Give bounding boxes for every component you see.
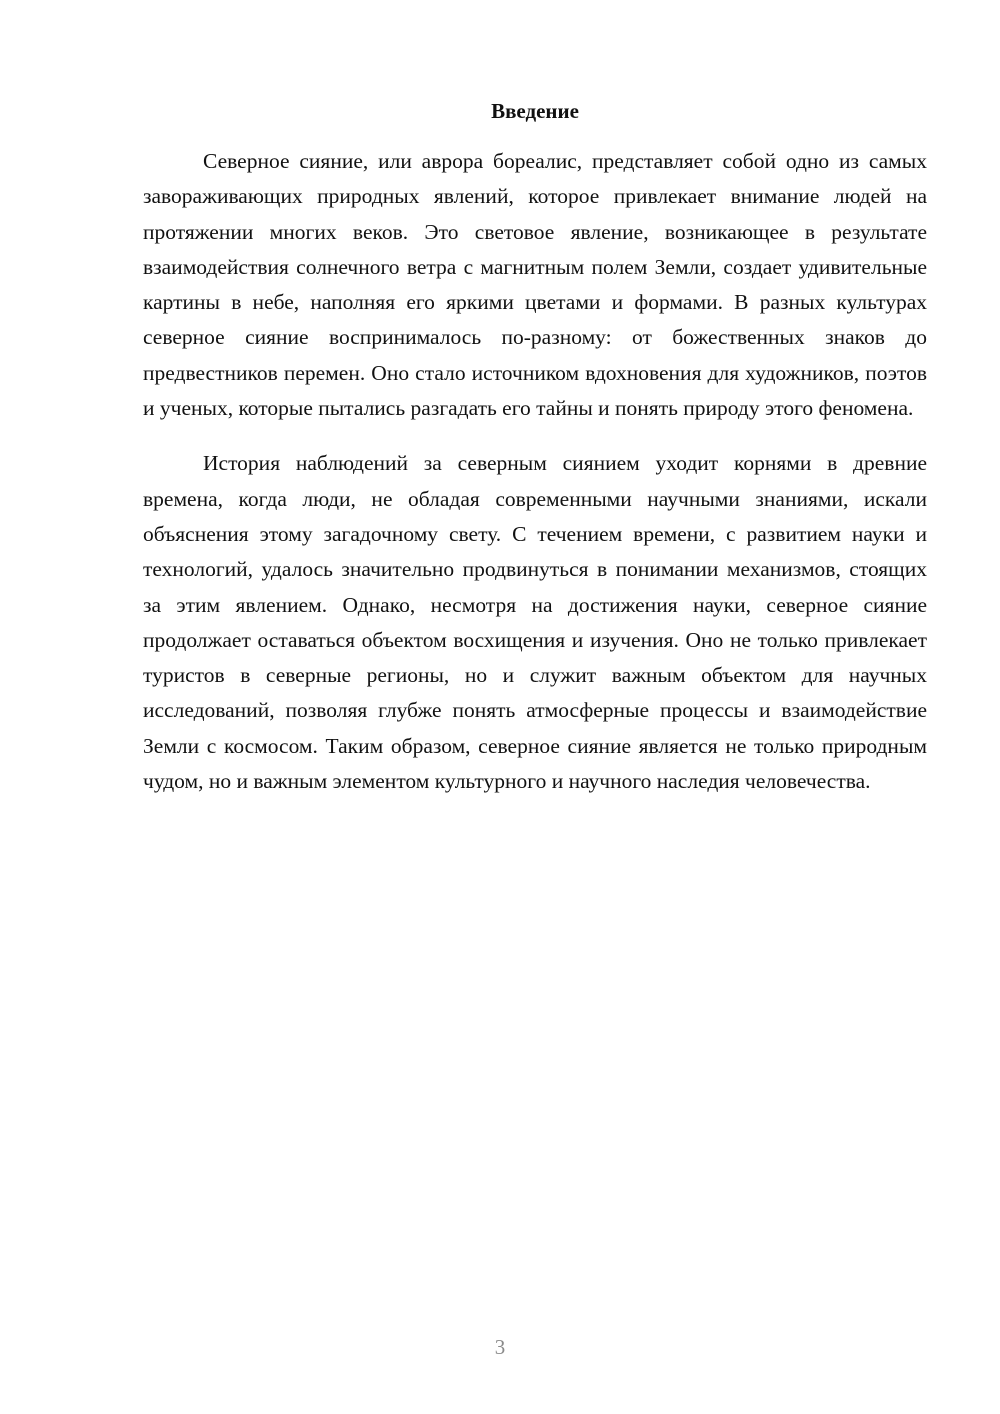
paragraph-intro: Северное сияние, или аврора бореалис, представляет собой одно из самых завораживающих природных явлений, которое привлекает внимание людей на протяжении многих веков. Это световое явление, возникающее в результате взаимодействия солнечного ветра с магнитным полем Земли, создает удивительные картины в небе, наполняя его яркими цветами и формами. В разных культурах северное сияние воспринималось по-разному: от божественных знаков до предвестников перемен. Оно стало источником вдохновения для художников, поэтов и ученых, которые пытались разгадать его тайны и понять природу этого феномена.: [143, 149, 927, 421]
page-content: [143, 96, 927, 799]
section-title: Введение: [491, 99, 579, 123]
paragraph-history: История наблюдений за северным сиянием уходит корнями в древние времена, когда люди, не обладая современными научными знаниями, искали объяснения этому загадочному свету. С течением времени, с развитием науки и технологий, удалось значительно продвинуться в понимании механизмов, стоящих за этим явлением. Однако, несмотря на достижения науки, северное сияние продолжает оставаться объектом восхищения и изучения. Оно не только привлекает туристов в северные регионы, но и служит важным объектом для научных исследований, позволяя глубже понять атмосферные процессы и взаимодействие Земли с космосом. Таким образом, северное сияние является не только природным чудом, но и важным элементом культурного и научного наследия человечества.: [143, 451, 927, 794]
page-number: 3: [494, 1335, 506, 1359]
